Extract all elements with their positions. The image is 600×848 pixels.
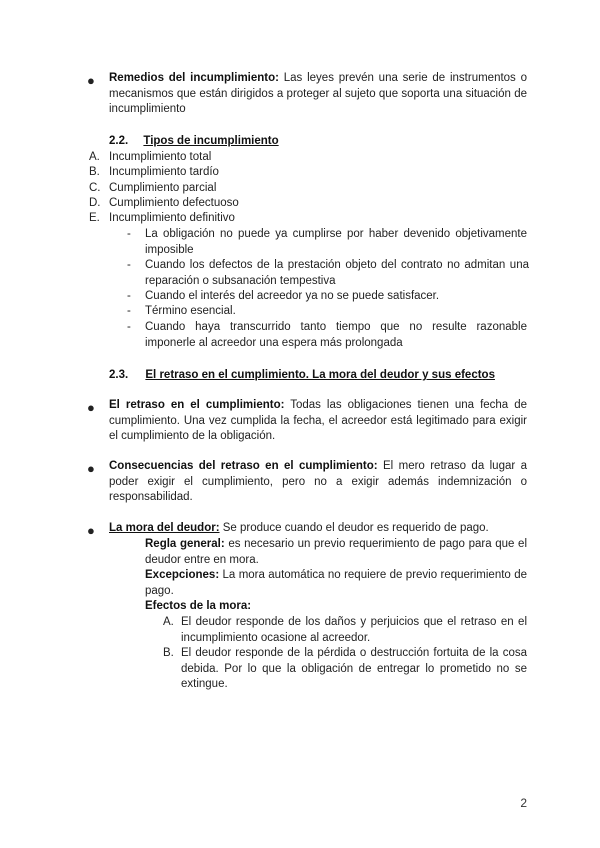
mora-text: Se produce cuando el deudor es requerido de pago.: [219, 522, 489, 534]
regla-general-text: es necesario un previo requerimiento de pago para que el deudor entre en mora.: [145, 538, 527, 566]
section-2-3-title: El retraso en el cumplimiento. La mora del deudor y sus efectos: [145, 369, 495, 381]
list-letter: C.: [89, 182, 101, 194]
remedios-text: Las leyes prevén una serie de instrumentos o mecanismos que están dirigidos a proteger al sujeto que soporta una situación de incumplimiento: [109, 72, 527, 116]
consecuencias-title: Consecuencias del retraso en el cumplimiento:: [109, 460, 378, 472]
excepciones-paragraph: [145, 568, 527, 599]
section-2-2-number: 2.2.: [109, 135, 129, 147]
list-item: Incumplimiento definitivo: [109, 212, 235, 224]
list-item: Cumplimiento defectuoso: [109, 197, 239, 209]
section-2-2-title: Tipos de incumplimiento: [143, 135, 279, 147]
list-letter: A.: [89, 151, 100, 163]
list-item: Cumplimiento parcial: [109, 182, 217, 194]
section-2-3-heading: [109, 368, 495, 384]
efecto-item: El deudor responde de los daños y perjuicios que el retraso en el incumplimiento ocasione al acreedor.: [181, 616, 527, 644]
consecuencias-paragraph: [109, 459, 527, 506]
list-item: Incumplimiento total: [109, 151, 212, 163]
remedios-paragraph: [109, 71, 527, 118]
bullet-icon: ●: [87, 523, 95, 538]
dash-bullet: -: [127, 228, 131, 240]
remedios-title: Remedios del incumplimiento:: [109, 72, 279, 84]
dash-bullet: -: [127, 259, 131, 271]
section-2-2-heading: [109, 134, 279, 150]
sublist-item: Cuando los defectos de la prestación objeto del contrato no admitan una reparación o subsanación tempestiva: [145, 259, 529, 287]
sublist-item: Cuando el interés del acreedor ya no se puede satisfacer.: [145, 290, 440, 302]
retraso-paragraph: [109, 398, 527, 445]
consecuencias-text: El mero retraso da lugar a poder exigir el cumplimiento, pero no a exigir además indemnización o responsabilidad.: [109, 460, 527, 504]
dash-bullet: -: [127, 290, 131, 302]
efecto-item: El deudor responde de la pérdida o destrucción fortuita de la cosa debida. Por lo que la obligación de entregar lo prometido no se extingue.: [181, 647, 527, 691]
dash-bullet: -: [127, 321, 131, 333]
retraso-title: El retraso en el cumplimiento:: [109, 399, 285, 411]
list-letter: A.: [163, 616, 174, 628]
excepciones-text: La mora automática no requiere de previo requerimiento de pago.: [145, 569, 527, 597]
sublist-item: La obligación no puede ya cumplirse por haber devenido objetivamente imposible: [145, 228, 527, 256]
regla-general-title: Regla general:: [145, 538, 225, 550]
efectos-title: Efectos de la mora:: [145, 600, 252, 612]
list-item: Incumplimiento tardío: [109, 166, 219, 178]
efectos-heading: [145, 599, 527, 615]
list-letter: B.: [163, 647, 174, 659]
list-letter: B.: [89, 166, 100, 178]
regla-general-paragraph: [145, 537, 527, 568]
bullet-icon: ●: [87, 400, 95, 415]
list-letter: E.: [89, 212, 100, 224]
list-letter: D.: [89, 197, 101, 209]
bullet-icon: ●: [87, 461, 95, 476]
bullet-icon: ●: [87, 73, 95, 88]
section-2-3-number: 2.3.: [109, 369, 129, 381]
excepciones-title: Excepciones:: [145, 569, 220, 581]
page-number: 2: [520, 796, 527, 810]
dash-bullet: -: [127, 305, 131, 317]
retraso-text: Todas las obligaciones tienen una fecha de cumplimiento. Una vez cumplida la fecha, el acreedor está legitimado para exigir el cumplimiento de la obligación.: [109, 399, 527, 443]
mora-paragraph: [109, 521, 527, 537]
sublist-item: Término esencial.: [145, 305, 236, 317]
sublist-item: Cuando haya transcurrido tanto tiempo que no resulte razonable imponerle al acreedor una espera más prolongada: [145, 321, 527, 349]
mora-title: La mora del deudor:: [109, 522, 220, 534]
